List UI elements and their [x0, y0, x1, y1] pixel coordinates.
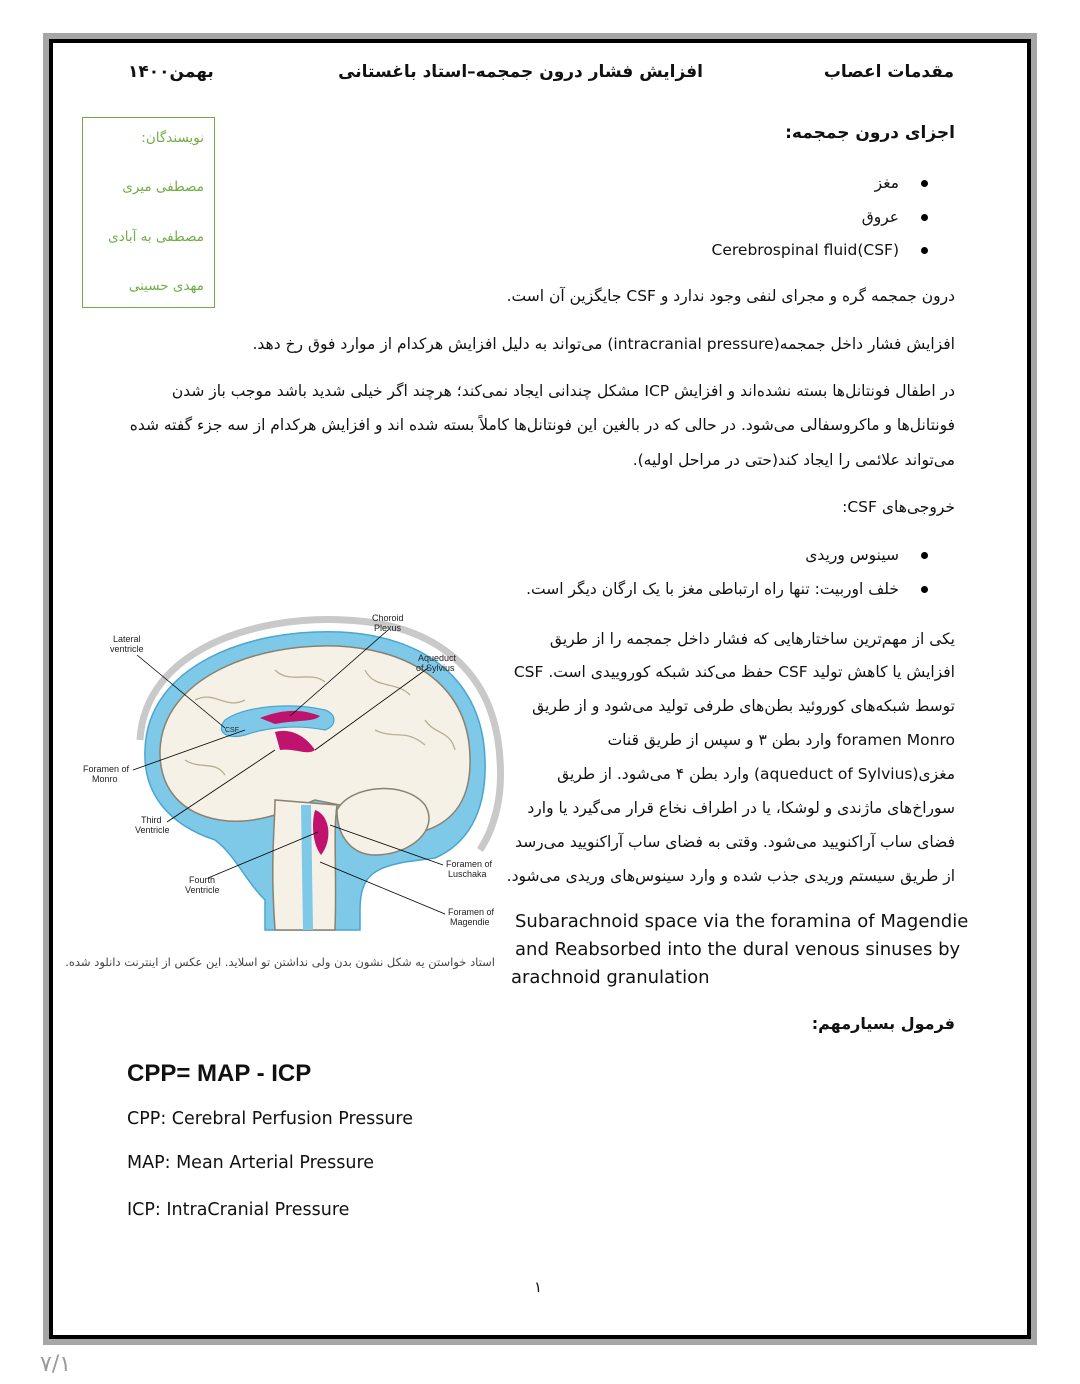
paragraph-infants-line: می‌تواند علائمی را ایجاد کند(حتی در مراحل اولیه). — [632, 451, 955, 469]
label-aqueduct: Aqueduct — [418, 653, 457, 663]
authors-box — [82, 117, 215, 308]
label-foramen-magendie: Magendie — [450, 917, 490, 927]
label-lateral-ventricle: Lateral — [113, 634, 141, 644]
bullet-icon — [921, 586, 928, 593]
paragraph-choroid-line: یکی از مهم‌ترین ساختارهایی که فشار داخل جمجمه را از طریق — [549, 630, 955, 648]
paragraph-english-line: Subarachnoid space via the foramina of Magendie — [515, 911, 969, 932]
section-heading-csf-exits: خروجی‌های CSF: — [842, 498, 955, 516]
paragraph-choroid-line: افزایش یا کاهش تولید CSF حفظ می‌کند شبکه کوروییدی است. CSF — [513, 663, 955, 681]
list-item: مغز — [560, 174, 928, 192]
paragraph-infants-line: در اطفال فونتانل‌ها بسته نشده‌اند و افزایش ICP مشکل چندانی ایجاد نمی‌کند؛ هرچند اگر خیلی شدید باشد موجب باز شدن — [171, 382, 955, 400]
label-third-ventricle: Third — [141, 815, 162, 825]
csf-flow-diagram — [75, 610, 505, 945]
section-heading-contents: اجزای درون جمجمه: — [785, 123, 955, 143]
paragraph-choroid-line: foramen Monro وارد بطن ۳ و سپس از طریق قنات — [607, 731, 955, 749]
author-name: مصطفی میری — [122, 179, 204, 195]
paragraph-choroid-line: فضای ساب آراکنویید می‌شود. وقتی به فضای ساب آراکنویید می‌رسد — [515, 833, 955, 851]
paragraph-note: درون جمجمه گره و مجرای لنفی وجود ندارد و CSF جایگزین آن است. — [506, 287, 955, 305]
author-name: مصطفی به آبادی — [108, 229, 204, 245]
label-foramen-monro: Foramen of — [83, 764, 130, 774]
list-item: سینوس وریدی — [520, 546, 928, 564]
label-foramen-magendie: Foramen of — [448, 907, 495, 917]
formula-definition: ICP: IntraCranial Pressure — [127, 1200, 350, 1220]
central-canal — [301, 805, 313, 930]
label-csf: CSF — [225, 727, 239, 734]
paragraph-infants-line: فونتانل‌ها و ماکروسفالی می‌شود. در حالی که در بالغین این فونتانل‌ها کاملاً بسته شده اند و افزایش هرکدام از سه جزء گفته شده — [129, 416, 955, 434]
authors-heading: نویسندگان: — [141, 130, 204, 146]
label-foramen-luschaka: Luschaka — [448, 869, 487, 879]
page-number: ۱ — [534, 1278, 543, 1296]
paragraph-icp: افزایش فشار داخل جمجمه(intracranial pressure) می‌تواند به دلیل افزایش هرکدام از موارد فوق رخ دهد. — [252, 335, 955, 353]
header-course: مقدمات اعصاب — [823, 62, 954, 82]
paragraph-choroid-line: مغزی(aqueduct of Sylvius) وارد بطن ۴ می‌شود. از طریق — [557, 765, 955, 783]
list-item: Cerebrospinal fluid(CSF) — [560, 241, 928, 259]
label-foramen-luschaka: Foramen of — [446, 859, 493, 869]
label-third-ventricle: Ventricle — [135, 825, 170, 835]
bullet-icon — [921, 180, 928, 187]
label-foramen-monro: Monro — [92, 774, 118, 784]
paragraph-english-line: and Reabsorbed into the dural venous sinuses by — [515, 939, 961, 960]
label-choroid-plexus: Plexus — [374, 623, 402, 633]
paragraph-english-line: arachnoid granulation — [511, 967, 710, 988]
formula-definition: MAP: Mean Arterial Pressure — [127, 1153, 375, 1173]
formula-heading: فرمول بسیارمهم: — [811, 1014, 955, 1033]
list-item: خلف اوربیت: تنها راه ارتباطی مغز با یک ارگان دیگر است. — [500, 580, 928, 598]
bullet-icon — [921, 214, 928, 221]
paragraph-choroid-line: سوراخ‌های ماژندی و لوشکا، یا در اطراف نخاع قرار می‌گیرد یا وارد — [527, 799, 955, 817]
bullet-icon — [921, 247, 928, 254]
label-aqueduct: of Sylvius — [416, 663, 455, 673]
list-item: عروق — [560, 208, 928, 226]
paragraph-choroid-line: توسط شبکه‌های کوروئید بطن‌های طرفی تولید می‌شود و از طریق — [532, 697, 955, 715]
header-title: افزایش فشار درون جمجمه–استاد باغستانی — [338, 62, 703, 82]
paragraph-choroid-line: از طریق سیستم وریدی جذب شده و وارد سینوس‌های وریدی می‌شود. — [506, 867, 955, 885]
formula-definition: CPP: Cerebral Perfusion Pressure — [127, 1109, 414, 1129]
formula-equation: CPP= MAP - ICP — [127, 1060, 312, 1087]
label-choroid-plexus: Choroid — [372, 613, 404, 623]
page-counter: ۷/۱ — [40, 1352, 72, 1377]
author-name: مهدی حسینی — [128, 278, 204, 294]
bullet-icon — [921, 552, 928, 559]
label-lateral-ventricle: ventricle — [110, 644, 144, 654]
figure-caption: استاد خواستن یه شکل نشون بدن ولی نداشتن تو اسلاید. این عکس از اینترنت دانلود شده. — [65, 955, 495, 969]
header-date: بهمن۱۴۰۰ — [128, 62, 214, 82]
label-fourth-ventricle: Fourth — [189, 875, 216, 885]
label-fourth-ventricle: Ventricle — [185, 885, 220, 895]
